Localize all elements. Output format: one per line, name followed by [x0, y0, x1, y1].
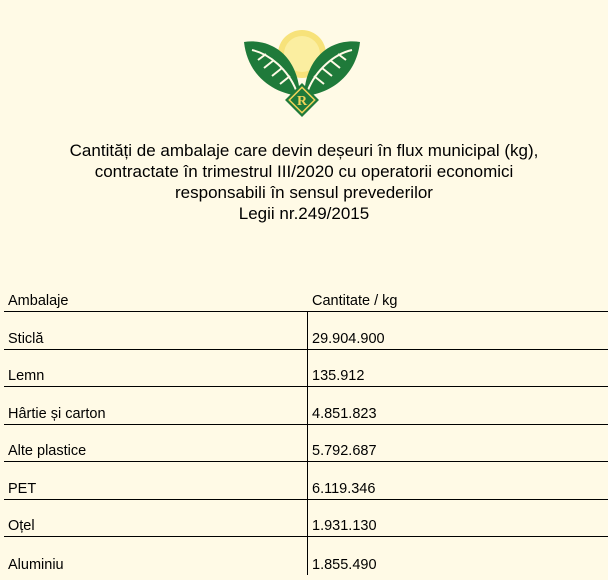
title-line-3: responsabili în sensul prevederilor: [175, 183, 433, 202]
column-divider: [307, 387, 308, 424]
row-name: Lemn: [8, 368, 45, 384]
page-title: [0, 140, 608, 224]
table-header-row: [4, 287, 608, 312]
column-divider: [307, 537, 308, 575]
row-name: PET: [8, 480, 37, 497]
row-value: 1.931.130: [312, 518, 377, 534]
logo: [240, 24, 364, 124]
table-row: [4, 462, 608, 500]
row-value: 5.792.687: [312, 443, 377, 459]
table-row: [4, 537, 608, 575]
row-value: 135.912: [312, 368, 365, 384]
leaves-sun-logo-icon: [240, 24, 364, 124]
header-quantity: Cantitate / kg: [312, 293, 398, 309]
title-line-4: Legii nr.249/2015: [238, 204, 370, 223]
row-value: 1.855.490: [312, 556, 377, 573]
row-name: Sticlă: [8, 330, 44, 347]
column-divider: [307, 312, 308, 349]
logo-letter: R: [296, 94, 308, 109]
column-divider: [307, 500, 308, 537]
row-value: 6.119.346: [312, 480, 376, 497]
packaging-table: [4, 287, 608, 575]
row-value: 29.904.900: [312, 330, 385, 347]
table-row: [4, 500, 608, 538]
table-row: [4, 312, 608, 350]
table-row: [4, 425, 608, 463]
row-name: Hârtie și carton: [8, 405, 106, 422]
column-divider: [307, 350, 308, 387]
row-name: Alte plastice: [8, 443, 87, 459]
column-divider: [307, 425, 308, 462]
title-line-2: contractate în trimestrul III/2020 cu operatorii economici: [94, 162, 514, 181]
row-name: Aluminiu: [8, 556, 64, 573]
title-line-1: Cantități de ambalaje care devin deșeuri în flux municipal (kg),: [69, 141, 539, 160]
table-row: [4, 387, 608, 425]
table-row: [4, 350, 608, 388]
row-name: Oțel: [8, 518, 35, 534]
row-value: 4.851.823: [312, 405, 377, 422]
header-packaging: Ambalaje: [8, 293, 69, 309]
column-divider: [307, 462, 308, 499]
